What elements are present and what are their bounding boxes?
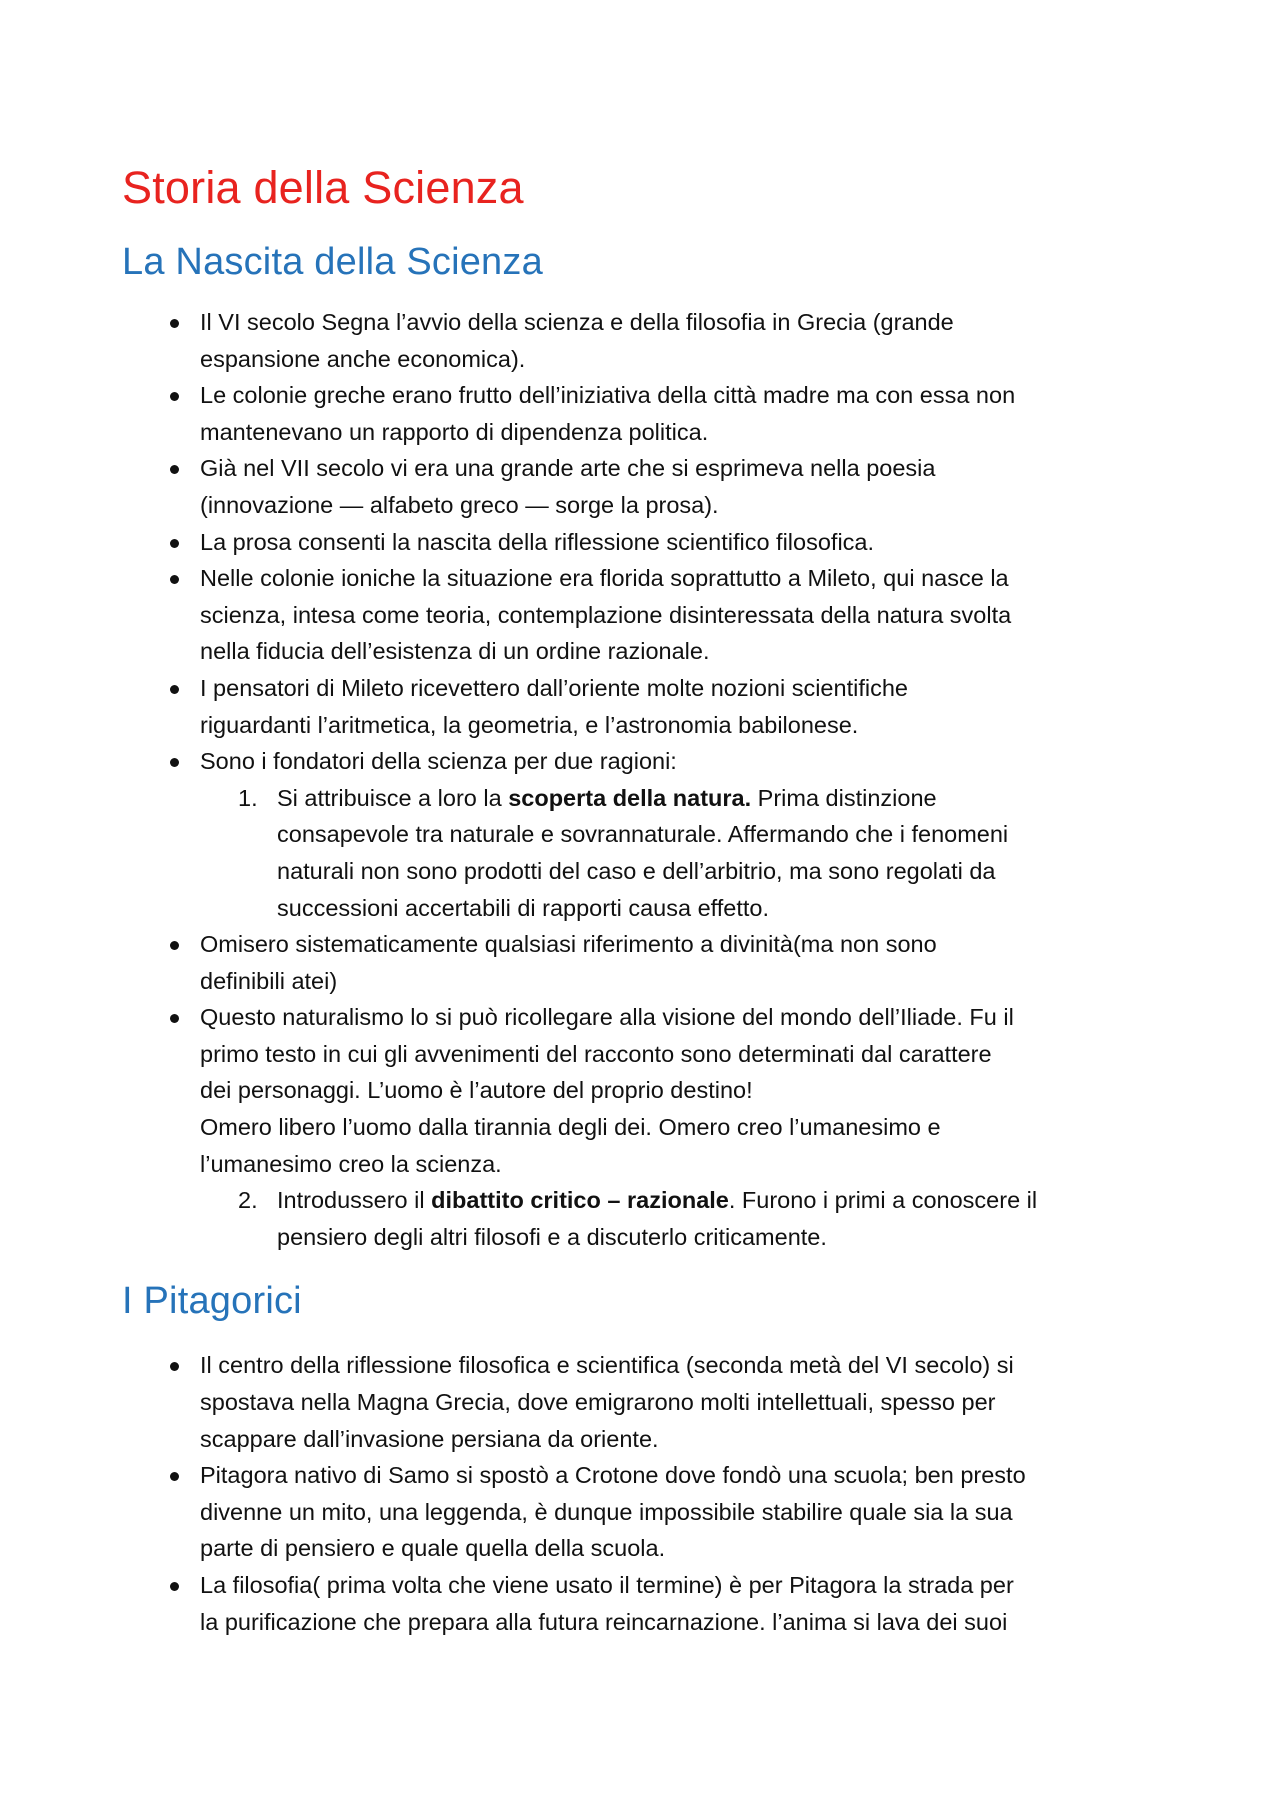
bullet-text-line: Nelle colonie ioniche la situazione era florida soprattutto a Mileto, qui nasce la [200, 565, 1009, 592]
text-segment: Prima distinzione [751, 784, 937, 811]
bullet-text-line: Sono i fondatori della scienza per due ragioni: [200, 748, 677, 775]
bold-text-segment: dibattito critico – razionale [431, 1187, 729, 1214]
bullet-item [122, 1347, 1182, 1457]
numbered-text-line [277, 780, 1182, 817]
bullet-item [122, 304, 1182, 377]
bullet-text-line: espansione anche economica). [200, 345, 526, 372]
bullet-text-line: scappare dall’invasione persiana da oriente. [200, 1425, 659, 1452]
numbered-text-line: pensiero degli altri filosofi e a discuterlo criticamente. [277, 1223, 827, 1250]
bullet-text-line: primo testo in cui gli avvenimenti del racconto sono determinati dal carattere [200, 1040, 992, 1067]
bullet-dot-icon [170, 1582, 179, 1591]
bullet-text-line: mantenevano un rapporto di dipendenza politica. [200, 418, 709, 445]
bullet-item [122, 524, 1182, 561]
bullet-item [122, 377, 1182, 450]
numbered-text-line: naturali non sono prodotti del caso e dell’arbitrio, ma sono regolati da [277, 857, 996, 884]
bullet-dot-icon [170, 1472, 179, 1481]
bullet-text-line: l’umanesimo creo la scienza. [200, 1150, 502, 1177]
section-list-pitagorici [122, 1347, 1182, 1640]
bullet-text-line: Il centro della riflessione filosofica e scientifica (seconda metà del VI secolo) si [200, 1352, 1014, 1379]
bullet-text-line: La filosofia( prima volta che viene usato il termine) è per Pitagora la strada per [200, 1572, 1014, 1598]
text-segment: Si attribuisce a loro la [277, 784, 509, 811]
numbered-text-line [277, 1182, 1182, 1219]
section-heading-nascita: La Nascita della Scienza [122, 241, 543, 283]
bullet-text-line: Già nel VII secolo vi era una grande arte che si esprimeva nella poesia [200, 455, 936, 482]
section-list-nascita [122, 304, 1182, 1255]
bullet-dot-icon [170, 539, 179, 548]
bullet-text-line: divenne un mito, una leggenda, è dunque impossibile stabilire quale sia la sua [200, 1498, 1013, 1525]
numbered-item [122, 1182, 1182, 1255]
bullet-item [122, 1457, 1182, 1567]
bullet-item [122, 450, 1182, 523]
bullet-item [122, 670, 1182, 743]
bullet-text-line: nella fiducia dell’esistenza di un ordine razionale. [200, 638, 710, 665]
bullet-dot-icon [170, 1362, 179, 1371]
bullet-item [122, 743, 1182, 780]
bullet-text-line: Pitagora nativo di Samo si spostò a Crotone dove fondò una scuola; ben presto [200, 1462, 1026, 1489]
bullet-text-line: scienza, intesa come teoria, contemplazione disinteressata della natura svolta [200, 601, 1012, 628]
bullet-dot-icon [170, 319, 179, 328]
numbered-item [122, 780, 1182, 926]
list-number: 2. [238, 1187, 258, 1214]
bullet-text-line: dei personaggi. L’uomo è l’autore del proprio destino! [200, 1077, 753, 1104]
bullet-text-line: Omero libero l’uomo dalla tirannia degli dei. Omero creo l’umanesimo e [200, 1114, 941, 1141]
bullet-item [122, 1567, 1182, 1640]
bullet-text-line: I pensatori di Mileto ricevettero dall’oriente molte nozioni scientifiche [200, 674, 908, 701]
numbered-text-line: successioni accertabili di rapporti causa effetto. [277, 894, 770, 921]
bullet-text-line: riguardanti l’aritmetica, la geometria, e l’astronomia babilonese. [200, 711, 859, 738]
bold-text-segment: scoperta della natura. [508, 784, 752, 811]
bullet-text-line: definibili atei) [200, 967, 338, 994]
bullet-dot-icon [170, 685, 179, 694]
bullet-dot-icon [170, 941, 179, 950]
bullet-text-line: parte di pensiero e quale quella della scuola. [200, 1535, 666, 1562]
bullet-dot-icon [170, 465, 179, 474]
bullet-dot-icon [170, 575, 179, 584]
section-heading-pitagorici: I Pitagorici [122, 1280, 302, 1323]
document-body [122, 160, 1182, 1640]
numbered-text-line: consapevole tra naturale e sovrannaturale. Affermando che i fenomeni [277, 821, 1009, 848]
bullet-item [122, 926, 1182, 999]
bullet-text-line: spostava nella Magna Grecia, dove emigrarono molti intellettuali, spesso per [200, 1389, 996, 1416]
bullet-text-line: Questo naturalismo lo si può ricollegare alla visione del mondo dell’Iliade. Fu il [200, 1004, 1014, 1031]
list-number: 1. [238, 784, 258, 811]
document-title: Storia della Scienza [122, 162, 524, 213]
bullet-text-line: Omisero sistematicamente qualsiasi riferimento a divinità(ma non sono [200, 931, 937, 958]
bullet-text-line: la purificazione che prepara alla futura reincarnazione. l’anima si lava dei suoi [200, 1608, 1008, 1635]
text-segment: Introdussero il [277, 1187, 432, 1214]
bullet-text-line: (innovazione — alfabeto greco — sorge la prosa). [200, 491, 719, 518]
bullet-dot-icon [170, 392, 179, 401]
bullet-item [122, 560, 1182, 670]
bullet-dot-icon [170, 1014, 179, 1023]
bullet-text-line: Il VI secolo Segna l’avvio della scienza e della filosofia in Grecia (grande [200, 309, 954, 335]
bullet-item [122, 999, 1182, 1182]
text-segment: . Furono i primi a conoscere il [728, 1187, 1038, 1214]
bullet-text-line: La prosa consenti la nascita della riflessione scientifico filosofica. [200, 528, 875, 555]
bullet-dot-icon [170, 758, 179, 767]
bullet-text-line: Le colonie greche erano frutto dell’iniziativa della città madre ma con essa non [200, 382, 1016, 409]
